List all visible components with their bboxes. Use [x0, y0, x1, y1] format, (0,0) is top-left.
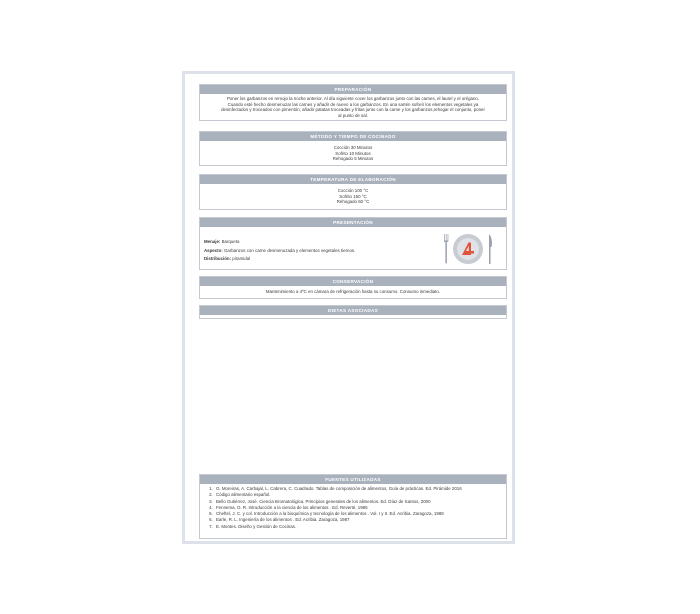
metodo-line: Sofrito 10 Minutos — [335, 150, 371, 156]
conservacion-text: Mantenimiento a 4ºC en cámara de refrigeración hasta su consumo. Consumo inmediato. — [265, 289, 441, 294]
fuente-item: 4. Fennema, O. R. Introducción a la ciencia de los alimentos . Ed. Reverté, 1985 — [214, 505, 500, 511]
distribucion-value: piramidal — [231, 256, 251, 261]
presentacion-section — [199, 217, 507, 270]
temperatura-line: Cocción 100 °C — [337, 188, 369, 193]
temperatura-line: Sofrito 150 °C — [339, 193, 367, 199]
presentacion-text — [204, 238, 355, 264]
fuente-item: 5. Cheftel, J. C. y col. Introducción a la bioquímica y tecnología de los alimentos . Vol. I y II. Ed. Acribia. Zaragoza, 1989 — [214, 511, 500, 517]
preparacion-header: PREPARACIÓN — [200, 85, 506, 94]
fuente-item: 3. Bello Gutiérrez, José. Ciencia Bromatológica. Principios generales de los alimentos. Ed. Díaz de Santos, 2000 — [214, 499, 500, 505]
fuente-item: 1. O. Moreiras, A. Carbajal, L. Cabrera, C. Cuadrado. Tablas de composición de alimentos, Guía de prácticas. Ed. Pirámide 2016 — [214, 486, 500, 492]
preparacion-section — [199, 84, 507, 121]
preparacion-line: Poner los garbanzos en remojo la noche anterior. Al día siguiente cocer los garbanzos junto con las carnes, el laurel y el orégano. — [226, 96, 480, 101]
metodo-line: Rehogado 5 Minutos — [332, 156, 374, 162]
aspecto-label: Aspecto: — [204, 247, 223, 253]
preparacion-line: Cuando esté hecho desmenuzar las carnes y añadir de nuevo a los garbanzos. En una sartén sofreír los elementos vegetales ya — [227, 101, 479, 107]
fuentes-list — [200, 484, 506, 532]
preparacion-text — [200, 94, 506, 120]
temperatura-text — [200, 184, 506, 207]
fuente-item: 7. E. Montes. Diseño y Gestión de Cocinas. — [214, 524, 500, 530]
conservacion-section — [199, 276, 507, 299]
plate-cutlery-icon — [439, 233, 497, 265]
preparacion-line: desinfectados y troceados con pimentón, añadir patatas troceadas y fritas junto con la carne y los garbanzos,rehogar el conjunto, poner — [221, 107, 485, 113]
fuente-item: 2. Código alimentario español. — [214, 492, 500, 498]
fuente-item: 6. Earle, R. L. Ingeniería de los alimentos . Ed. Acribia. Zaragoza, 1987 — [214, 517, 500, 523]
menaje-label: Menaje: — [204, 239, 221, 244]
distribucion-label: Distribución: — [204, 256, 232, 261]
presentacion-body — [200, 227, 506, 271]
menaje-value: Barqueta — [220, 239, 240, 244]
preparacion-line: al punto de sal. — [338, 112, 368, 118]
fuentes-header: FUENTES UTILIZADAS — [200, 475, 506, 484]
temperatura-section — [199, 174, 507, 210]
metodo-text — [200, 141, 506, 164]
temperatura-header: TEMPERATURA DE ELABORACIÓN — [200, 175, 506, 184]
metodo-section — [199, 131, 507, 166]
metodo-line: Cocción 30 Minutos — [333, 145, 373, 150]
fuentes-section — [199, 474, 507, 539]
temperatura-line: Rehogado 60 °C — [336, 199, 370, 205]
conservacion-header: CONSERVACIÓN — [200, 277, 506, 286]
metodo-header: MÉTODO Y TIEMPO DE COCINADO — [200, 132, 506, 141]
aspecto-value: Garbanzos con carne desmenuzada y elementos vegetales tiernos. — [222, 247, 356, 253]
dietas-section — [199, 305, 507, 319]
recipe-sheet — [182, 71, 515, 544]
dietas-header: DIETAS ASOCIADAS — [200, 306, 506, 315]
presentacion-header: PRESENTACIÓN — [200, 218, 506, 227]
